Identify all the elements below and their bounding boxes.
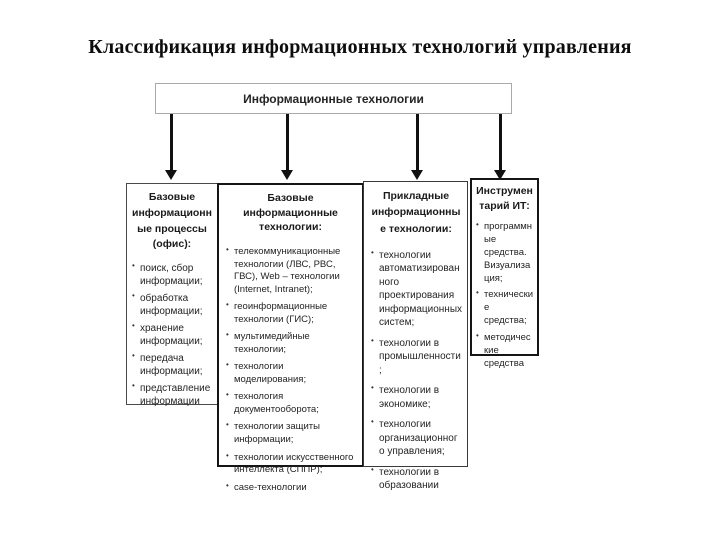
root-node-label: Информационные технологии xyxy=(243,91,424,106)
list-item: • технология документооборота; xyxy=(225,391,356,416)
column-header: Инструментарий ИТ: xyxy=(476,185,533,212)
list-item: • технологии организационного управления; xyxy=(370,418,462,459)
list-item: • телекоммуникационные технологии (ЛВС, РВС, ГВС), Web – технологии (Internet, Intranet); xyxy=(225,246,356,296)
list-item: • технологии защиты информации; xyxy=(225,421,356,446)
column-item-list xyxy=(131,262,213,408)
column-box-applied-technologies xyxy=(363,181,468,492)
list-item: • мультимедийные технологии; xyxy=(225,331,356,356)
list-item: • технологии моделирования; xyxy=(225,361,356,386)
column-box-it-toolkit xyxy=(470,178,539,369)
column-box-basic-processes xyxy=(126,183,218,405)
list-item: • технологии в экономике; xyxy=(370,384,462,411)
column-item-list xyxy=(370,249,462,493)
list-item: • хранение информации; xyxy=(131,322,213,348)
list-item: • технологии автоматизированного проектирования информационных систем; xyxy=(370,249,462,330)
column-header: Базовые информационные технологии: xyxy=(243,192,338,234)
list-item: • передача информации; xyxy=(131,352,213,378)
down-arrow-connector-4 xyxy=(494,114,507,180)
root-node-box xyxy=(155,83,512,114)
arrow-shaft xyxy=(499,114,502,171)
list-item: • обработка информации; xyxy=(131,292,213,318)
list-item: • представление информации xyxy=(131,382,213,408)
list-item: • поиск, сбор информации; xyxy=(131,262,213,288)
arrow-head-icon xyxy=(281,170,293,180)
list-item: • программные средства. Визуализация; xyxy=(475,221,534,285)
column-item-list xyxy=(475,221,534,370)
slide-title: Классификация информационных технологий управления xyxy=(88,36,632,58)
list-item: • технологии искусственного интеллекта (СППР); xyxy=(225,452,356,477)
arrow-shaft xyxy=(170,114,173,171)
arrow-shaft xyxy=(416,114,419,171)
list-item: • case-технологии xyxy=(225,482,356,495)
down-arrow-connector-3 xyxy=(411,114,424,180)
arrow-head-icon xyxy=(411,170,423,180)
arrow-shaft xyxy=(286,114,289,171)
list-item: • методические средства xyxy=(475,332,534,370)
column-item-list xyxy=(225,246,356,494)
list-item: • технологии в промышленности; xyxy=(370,337,462,378)
down-arrow-connector-2 xyxy=(281,114,294,180)
list-item: • геоинформационные технологии (ГИС); xyxy=(225,301,356,326)
column-header: Базовые информационные процессы (офис): xyxy=(131,191,212,251)
list-item: • технологии в образовании xyxy=(370,466,462,493)
list-item: • технические средства; xyxy=(475,289,534,327)
down-arrow-connector-1 xyxy=(165,114,178,180)
column-header: Прикладные информационные технологии: xyxy=(371,190,461,235)
arrow-head-icon xyxy=(165,170,177,180)
column-box-basic-technologies xyxy=(217,183,364,493)
